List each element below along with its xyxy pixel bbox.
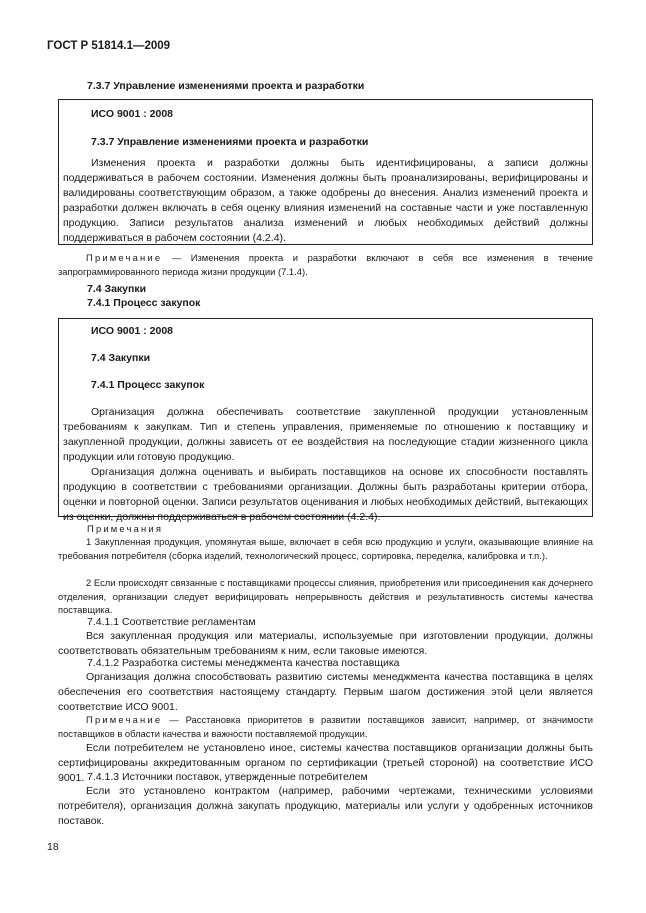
note-7-4-1-2 [58,713,593,740]
document-header: ГОСТ Р 51814.1—2009 [47,40,171,52]
section-heading-7-3-7: 7.3.7 Управление изменениями проекта и разработки [87,80,365,92]
note-7-3-7 [58,251,593,278]
paragraph-7-4-1-2: Организация должна способствовать развитию системы менеджмента качества поставщика в целях обеспечения его соответствия настоящему стандарту. Первым шагом достижения этой цели является соответствие ИСО 9001. [58,671,593,713]
box-heading: 7.3.7 Управление изменениями проекта и разработки [91,136,369,148]
subsection-heading-7-4-1-1: 7.4.1.1 Соответствие регламентам [87,616,256,628]
note-label: Примечание [86,714,163,725]
note-text: — Изменения проекта и разработки включают в себя все изменения в течение запрограммированного периода жизни продукции (7.1.4). [58,252,593,277]
iso-quote-box-7-4 [58,318,593,523]
box-paragraph: Изменения проекта и разработки должны быть идентифицированы, а записи должны поддерживаться в рабочем состоянии. Изменения должны быть проанализированы, верифицированы и валидированы соответствующим образом, а также одобрены до внесения. Анализ изменений проекта и разработки должен включать в себя оценку влияния изменений на составные части и уже поставленную продукцию. Записи результатов анализа изменений и любых необходимых действий должны поддерживаться в рабочем состоянии (4.2.4). [63,157,588,244]
box-paragraph-1: Организация должна обеспечивать соответствие закупленной продукции установленным требованиям к закупкам. Тип и степень управления, применяемые по отношению к поставщику и закупленной продукции, должны зависеть от ее воздействия на последующие стадии жизненного цикла продукции или готовую продукцию. [63,406,588,463]
iso-quote-box-7-3-7 [58,99,593,245]
iso-label: ИСО 9001 : 2008 [91,108,174,120]
box-heading-7-4-1: 7.4.1 Процесс закупок [91,379,205,391]
iso-label: ИСО 9001 : 2008 [91,325,174,337]
paragraph-7-4-1-3: Если это установлено контрактом (например, рабочими чертежами, техническими условиями потребителя), организация должна закупать продукцию, материалы или услуги у одобренных источников поставок. [58,785,593,827]
subsection-heading-7-4-1-2: 7.4.1.2 Разработка системы менеджмента качества поставщика [87,657,400,669]
section-heading-7-4: 7.4 Закупки [87,283,147,295]
box-paragraph-2: Организация должна оценивать и выбирать поставщиков на основе их способности поставлять продукцию в соответствии с требованиями организации. Должны быть разработаны критерии отбора, оценки и повторной оценки. Записи результатов оценивания и любых необходимых действий, вытекающих из оценки, должны поддерживаться в рабочем состоянии (4.2.4). [63,466,589,523]
notes-label: Примечания [87,523,164,534]
paragraph-7-4-1-2-cert: Если потребителем не установлено иное, системы качества поставщиков организации должны быть сертифицированы аккредитованным органом по сертификации (третьей стороной) на соответствие ИСО 9001. [58,742,593,784]
subsection-heading-7-4-1-3: 7.4.1.3 Источники поставок, утвержденные потребителем [87,771,368,783]
note-2: 2 Если происходят связанные с поставщиками процессы слияния, приобретения или присоединения как дочернего отделения, организации следует верифицировать непрерывность действия и результативность системы качества поставщика. [58,577,593,615]
note-1: 1 Закупленная продукция, упомянутая выше, включает в себя всю продукцию и услуги, оказывающие влияние на требования потребителя (сборка изделий, технологический процесс, сортировка, переделка, калибровка и т.п.). [58,536,593,561]
paragraph-7-4-1-1: Вся закупленная продукция или материалы, используемые при изготовлении продукции, должны соответствовать обязательным требованиям к ним, если таковые имеются. [58,630,593,657]
section-heading-7-4-1: 7.4.1 Процесс закупок [87,297,201,309]
page-number: 18 [47,841,59,853]
box-heading-7-4: 7.4 Закупки [91,352,151,364]
note-text: — Расстановка приоритетов в развитии поставщиков зависит, например, от значимости поставщиков в области качества и важности поставляемой продукции. [58,714,593,739]
note-label: Примечание [86,252,163,263]
